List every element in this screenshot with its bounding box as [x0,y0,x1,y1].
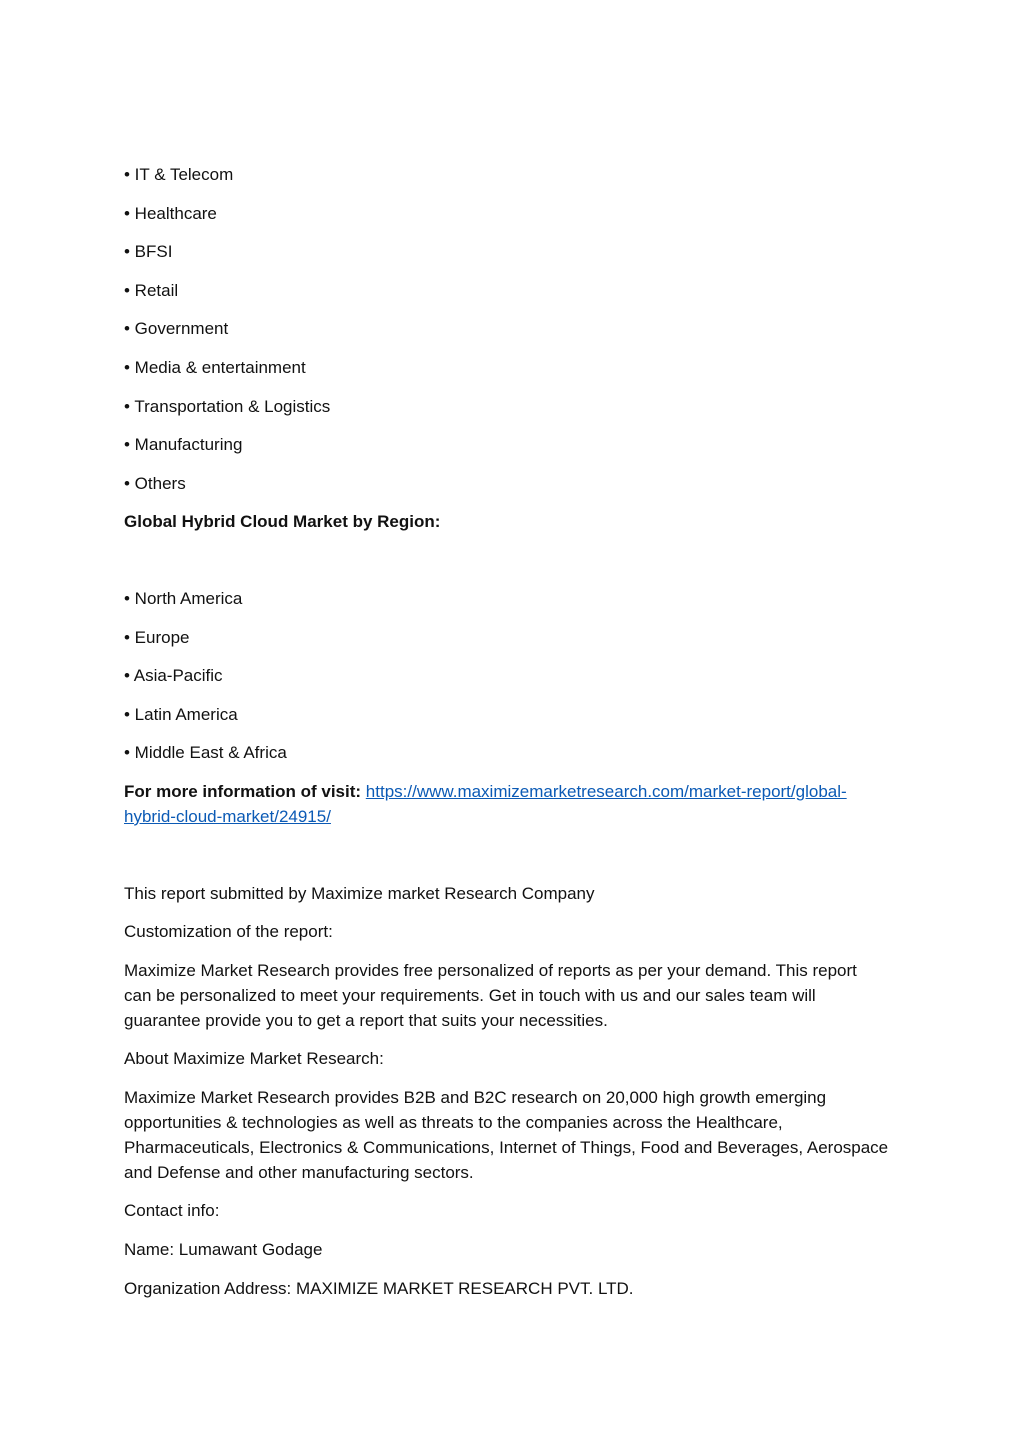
list-item-industry: • Healthcare [124,203,217,223]
list-item-industry: • Retail [124,280,179,300]
list-item-industry: • Government [124,319,229,339]
contact-name: Name: Lumawant Godage [124,1240,323,1260]
list-item-region: • Asia-Pacific [124,666,223,686]
paragraph-line: and Defense and other manufacturing sectors. [124,1162,474,1182]
more-info-paragraph [124,779,899,829]
paragraph-line: can be personalized to meet your requirements. Get in touch with us and our sales team will [124,985,816,1005]
blank-line [124,843,899,881]
paragraph-line: Pharmaceuticals, Electronics & Communications, Internet of Things, Food and Beverages, Aerospace [124,1137,889,1157]
paragraph-line: guarantee provide you to get a report that suits your necessities. [124,1010,608,1030]
list-item-region: • Europe [124,627,190,647]
contact-address: Organization Address: MAXIMIZE MARKET RESEARCH PVT. LTD. [124,1278,634,1298]
customization-heading: Customization of the report: [124,922,333,942]
submitted-by-text: This report submitted by Maximize market Research Company [124,883,595,903]
list-item-region: • North America [124,588,243,608]
list-item-industry: • BFSI [124,242,173,262]
paragraph-line: Maximize Market Research provides B2B and B2C research on 20,000 high growth emerging [124,1087,827,1107]
contact-heading: Contact info: [124,1201,220,1221]
list-item-region: • Latin America [124,704,238,724]
about-heading: About Maximize Market Research: [124,1049,384,1069]
about-paragraph [124,1085,899,1185]
report-link-line1[interactable]: https://www.maximizemarketresearch.com/market-report/global- [365,781,847,801]
report-link-line2[interactable]: hybrid-cloud-market/24915/ [124,806,331,826]
list-item-industry: • Others [124,473,186,493]
paragraph-line: opportunities & technologies as well as threats to the companies across the Healthcare, [124,1112,783,1132]
paragraph-line: Maximize Market Research provides free personalized of reports as per your demand. This report [124,960,857,980]
region-heading: Global Hybrid Cloud Market by Region: [124,512,441,532]
document-page [124,162,899,1314]
list-item-region: • Middle East & Africa [124,743,287,763]
list-item-industry: • Media & entertainment [124,357,306,377]
more-info-label: For more information of visit: [124,781,362,801]
list-item-industry: • Manufacturing [124,435,243,455]
list-item-industry: • Transportation & Logistics [124,396,331,416]
list-item-industry: • IT & Telecom [124,165,234,184]
blank-line [124,548,899,586]
customization-paragraph [124,958,899,1033]
